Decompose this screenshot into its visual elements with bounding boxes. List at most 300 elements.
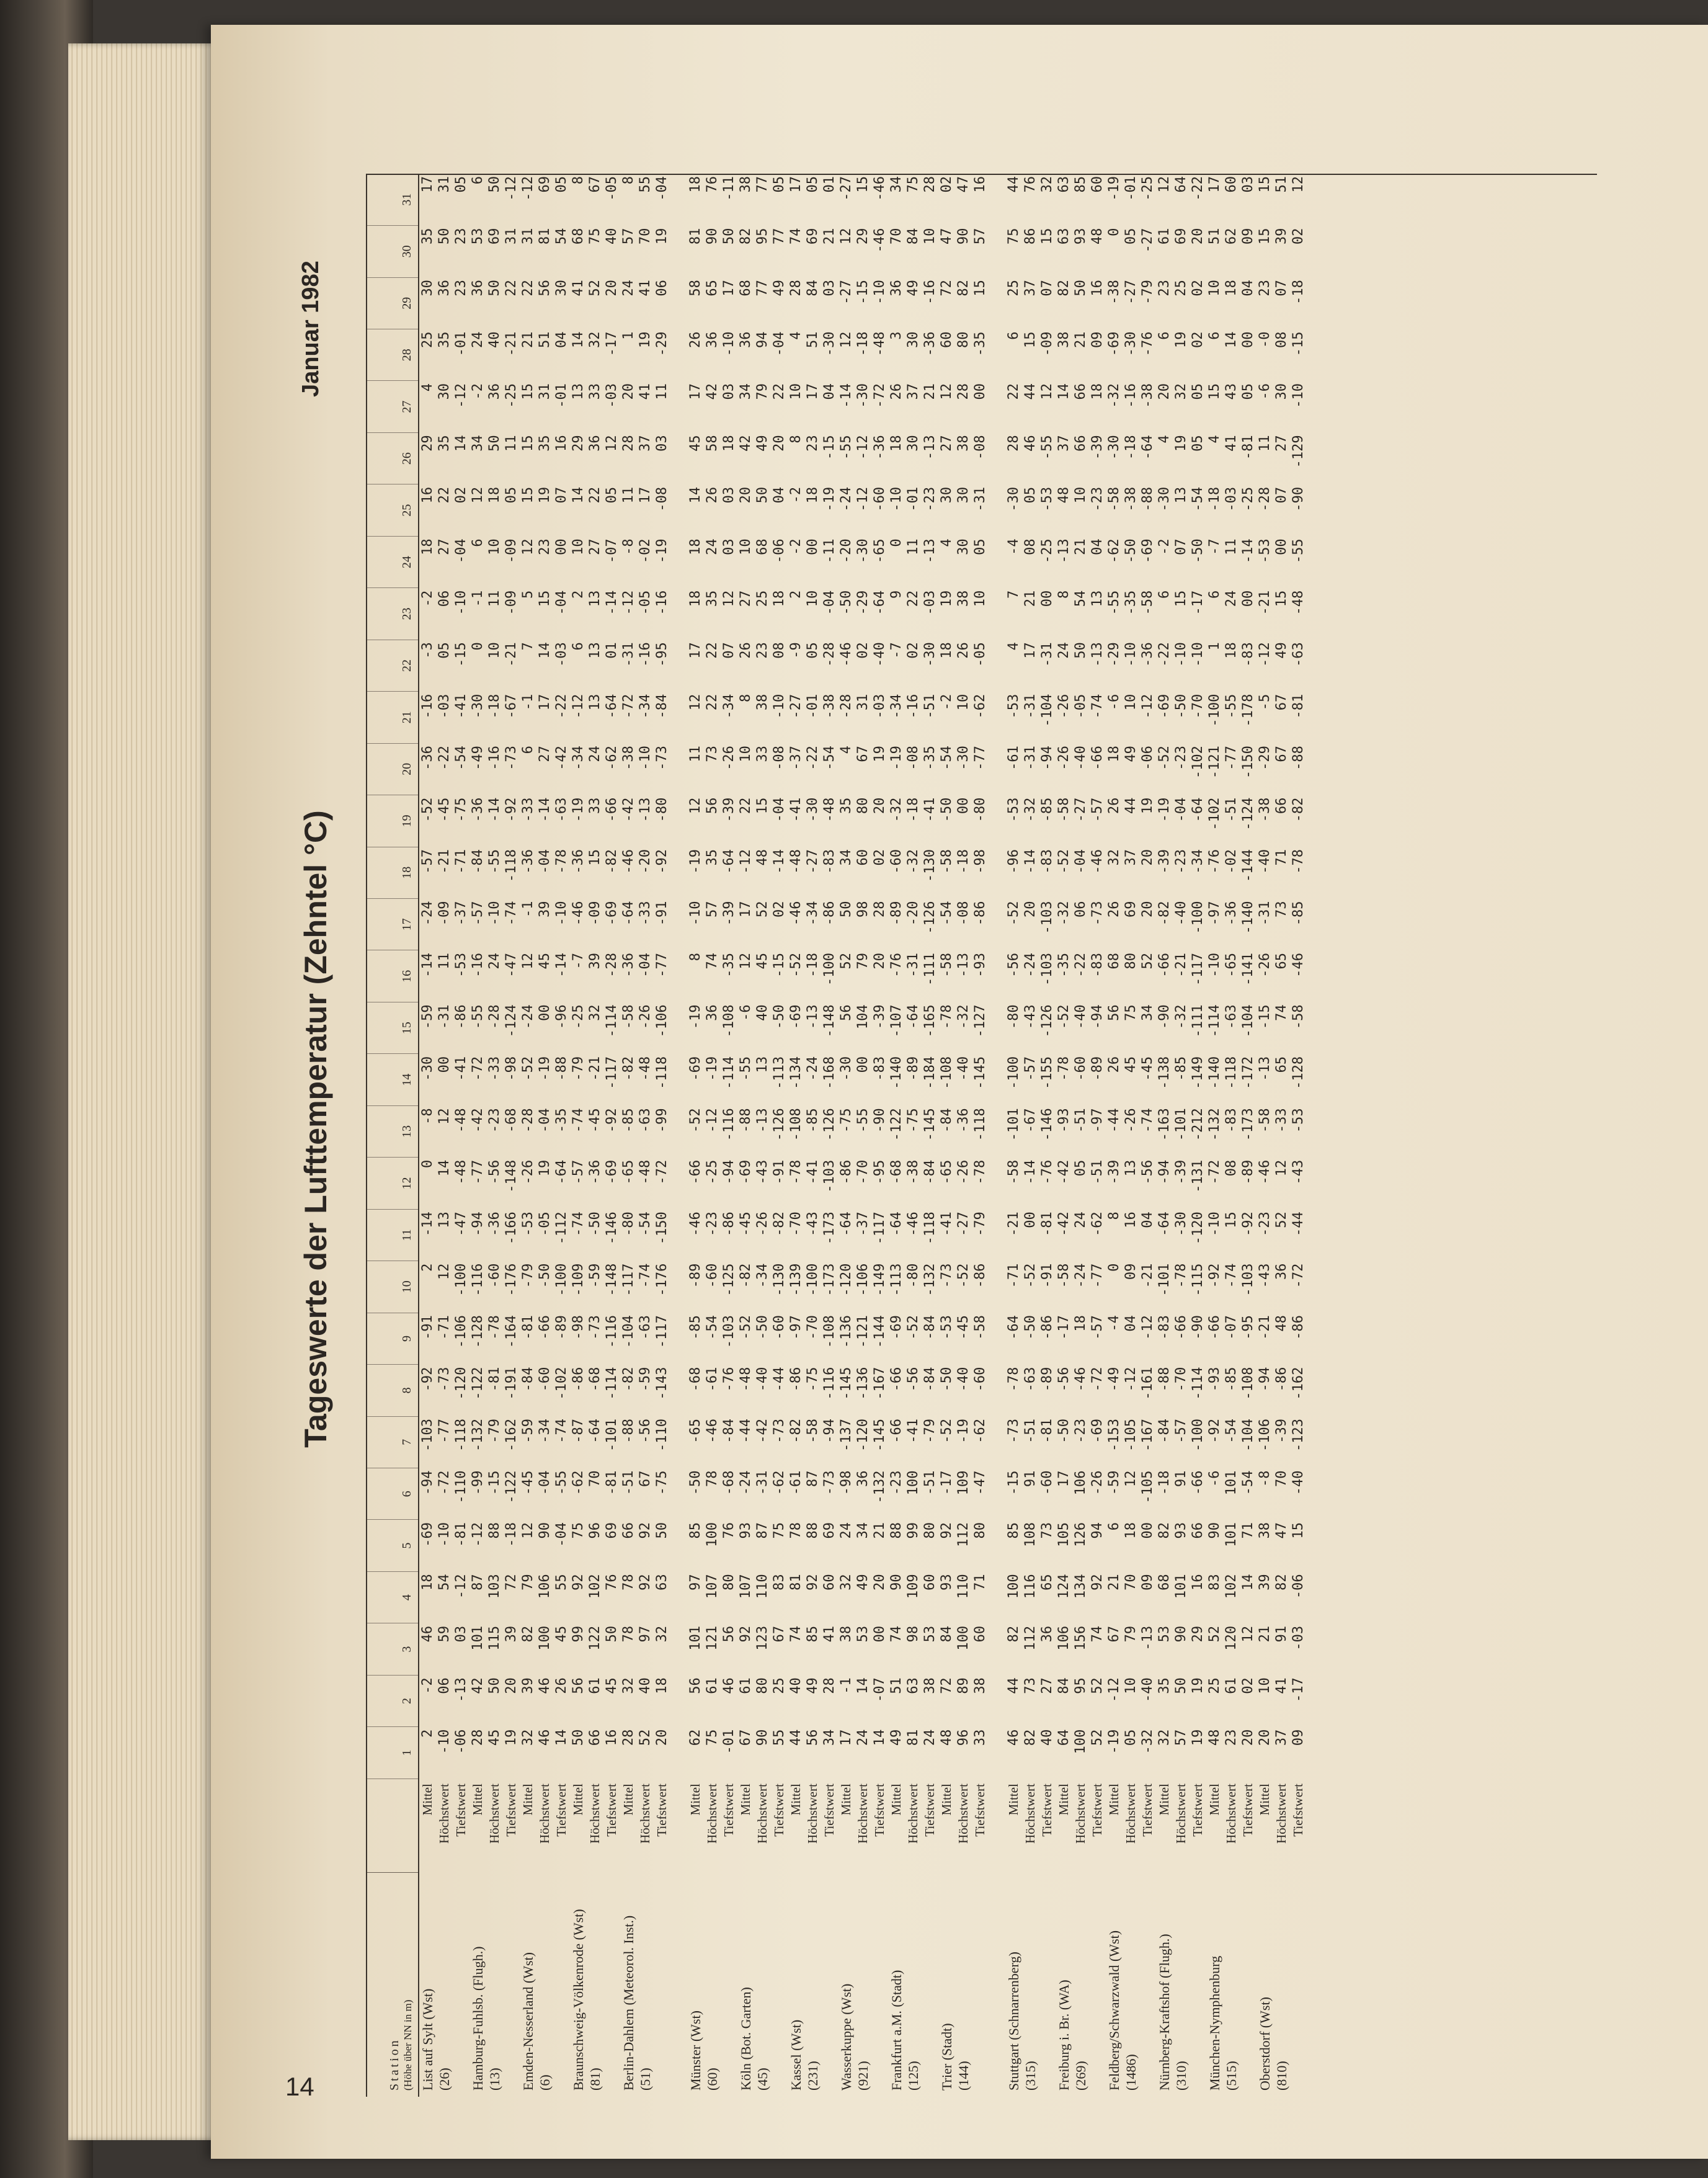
temperature-cell: 22 <box>1006 383 1021 400</box>
temperature-cell: 15 <box>520 435 536 452</box>
temperature-cell: -31 <box>972 486 988 512</box>
temperature-cell: 17 <box>1023 642 1038 659</box>
temperature-cell: 34 <box>822 1729 837 1746</box>
temperature-cell: -43 <box>805 1212 821 1236</box>
temperature-cell: -19 <box>688 849 703 874</box>
temperature-cell: -58 <box>1257 1108 1273 1133</box>
temperature-cell: -173 <box>822 1212 837 1245</box>
temperature-cell: -10 <box>772 694 787 719</box>
temperature-cell: -13 <box>1090 642 1105 667</box>
station-height: (231) <box>805 2061 821 2091</box>
temperature-cell: 12 <box>939 383 954 400</box>
day-header: 5 <box>367 1520 419 1571</box>
temperature-cell: 18 <box>420 538 435 555</box>
temperature-cell: 17 <box>688 642 703 659</box>
temperature-cell: 10 <box>922 228 938 245</box>
temperature-cell: -10 <box>437 1522 452 1547</box>
temperature-cell: -25 <box>504 383 519 408</box>
temperature-cell: -7 <box>889 642 904 659</box>
temperature-cell: 28 <box>956 383 971 400</box>
temperature-cell: -19 <box>654 538 670 564</box>
temperature-cell: 79 <box>855 952 871 970</box>
temperature-cell: 2 <box>420 1263 435 1272</box>
temperature-cell: -98 <box>972 849 988 874</box>
temperature-cell: -48 <box>822 797 837 823</box>
temperature-cell: 123 <box>755 1625 770 1651</box>
temperature-cell: -67 <box>1023 1108 1038 1133</box>
temperature-cell: -35 <box>972 331 988 357</box>
temperature-cell: 06 <box>437 590 452 607</box>
temperature-cell: -76 <box>1039 1159 1055 1185</box>
temperature-cell: 12 <box>520 952 536 970</box>
temperature-cell: -6 <box>1207 1470 1222 1487</box>
temperature-cell: 92 <box>805 1574 821 1591</box>
temperature-cell: -04 <box>1073 849 1088 874</box>
temperature-cell: 19 <box>1173 435 1189 452</box>
temperature-cell: 19 <box>1190 1677 1206 1694</box>
temperature-cell: -26 <box>721 746 737 770</box>
temperature-cell: -69 <box>1106 331 1122 357</box>
temperature-cell: 07 <box>721 642 737 659</box>
temperature-cell: -04 <box>537 849 553 874</box>
temperature-cell: 78 <box>621 1625 636 1643</box>
group-gap-cell <box>989 174 1005 2097</box>
temperature-cell: -46 <box>788 901 804 926</box>
temperature-cell: 33 <box>587 797 603 815</box>
temperature-cell: 91 <box>1274 1625 1289 1643</box>
station-height: (60) <box>705 2068 720 2091</box>
table-row <box>1206 174 1223 2097</box>
temperature-cell: 14 <box>571 331 586 349</box>
temperature-cell: 15 <box>1207 383 1222 400</box>
temperature-cell: 53 <box>1157 1625 1172 1643</box>
temperature-cell: -77 <box>437 1419 452 1444</box>
temperature-cell: -36 <box>520 849 536 874</box>
temperature-cell: -71 <box>1006 1263 1021 1288</box>
temperature-cell: -86 <box>1039 1315 1055 1340</box>
temperature-cell: 8 <box>621 176 636 185</box>
temperature-cell: 26 <box>889 383 904 400</box>
temperature-cell: 22 <box>905 590 921 607</box>
temperature-cell: -26 <box>1090 1470 1105 1496</box>
temperature-cell: -117 <box>621 1263 636 1297</box>
temperature-cell: -43 <box>1023 1004 1038 1030</box>
temperature-cell: 74 <box>1090 1625 1105 1643</box>
temperature-cell: -28 <box>604 952 620 978</box>
temperature-cell: -10 <box>437 1729 452 1754</box>
temperature-cell: 76 <box>1023 176 1038 193</box>
temperature-cell: -191 <box>504 1367 519 1400</box>
station-name: Kassel (Wst) <box>788 2019 804 2091</box>
temperature-cell: 15 <box>520 383 536 400</box>
temperature-cell: 23 <box>453 280 469 297</box>
temperature-cell: -155 <box>1039 1056 1055 1089</box>
temperature-cell: -45 <box>520 1470 536 1496</box>
temperature-cell: -13 <box>1056 538 1072 564</box>
temperature-cell: 7 <box>520 642 536 651</box>
temperature-cell: 69 <box>822 1522 837 1539</box>
temperature-cell: -10 <box>688 901 703 926</box>
temperature-cell: -74 <box>638 1263 653 1288</box>
temperature-cell: -62 <box>1090 1212 1105 1236</box>
temperature-cell: 32 <box>520 1729 536 1746</box>
temperature-cell: 86 <box>1023 228 1038 245</box>
temperature-cell: -19 <box>1157 797 1172 823</box>
temperature-cell: 18 <box>1106 746 1122 762</box>
temperature-cell: -24 <box>520 1004 536 1030</box>
temperature-cell: -73 <box>822 1470 837 1496</box>
temperature-cell: -15 <box>855 280 871 305</box>
temperature-cell: 4 <box>420 383 435 392</box>
temperature-cell: -10 <box>1173 642 1189 667</box>
temperature-cell: 2 <box>420 1729 435 1738</box>
temperature-cell: 77 <box>755 176 770 193</box>
temperature-cell: -1 <box>838 1677 854 1694</box>
temperature-cell: -62 <box>772 1470 787 1496</box>
temperature-cell: -33 <box>487 1056 502 1081</box>
temperature-cell: 21 <box>1073 331 1088 349</box>
temperature-cell: 21 <box>1106 1574 1122 1591</box>
temperature-cell: -15 <box>1257 1004 1273 1030</box>
group-gap <box>670 174 687 2097</box>
temperature-cell: 8 <box>1056 590 1072 599</box>
temperature-cell: -32 <box>1140 1729 1155 1754</box>
temperature-cell: 66 <box>1073 435 1088 452</box>
temperature-cell: 75 <box>1123 1004 1139 1021</box>
temperature-cell: 56 <box>805 1729 821 1746</box>
temperature-cell: -65 <box>621 1159 636 1185</box>
temperature-cell: -74 <box>571 1212 586 1236</box>
temperature-cell: -07 <box>872 1677 887 1703</box>
temperature-cell: -93 <box>1207 1367 1222 1392</box>
temperature-cell: -36 <box>571 849 586 874</box>
temperature-cell: 2 <box>571 590 586 599</box>
value-kind: Mittel <box>838 1783 853 1816</box>
temperature-cell: -50 <box>1023 1315 1038 1340</box>
temperature-cell: -101 <box>604 1419 620 1452</box>
temperature-cell: -167 <box>1140 1419 1155 1452</box>
temperature-cell: -56 <box>1140 1159 1155 1185</box>
temperature-cell: -55 <box>1039 435 1055 460</box>
temperature-cell: 70 <box>638 228 653 245</box>
temperature-cell: 124 <box>1056 1574 1072 1599</box>
temperature-cell: 4 <box>788 331 804 340</box>
temperature-cell: -136 <box>855 1367 871 1400</box>
temperature-cell: 6 <box>470 176 486 185</box>
temperature-cell: 20 <box>738 486 754 504</box>
value-kind: Mittel <box>1207 1783 1222 1816</box>
temperature-cell: 54 <box>437 1574 452 1591</box>
temperature-cell: -10 <box>487 901 502 926</box>
temperature-cell: -09 <box>504 590 519 615</box>
temperature-cell: 14 <box>537 642 553 659</box>
temperature-cell: -126 <box>772 1108 787 1141</box>
temperature-cell: 44 <box>1023 383 1038 400</box>
temperature-cell: -21 <box>587 1056 603 1081</box>
temperature-cell: 10 <box>738 746 754 762</box>
temperature-cell: -110 <box>654 1419 670 1452</box>
temperature-cell: 26 <box>554 1677 569 1694</box>
temperature-cell: 0 <box>420 1159 435 1169</box>
temperature-cell: 05 <box>1190 435 1206 452</box>
temperature-cell: 05 <box>772 176 787 193</box>
temperature-cell: 21 <box>1257 1625 1273 1643</box>
temperature-cell: 00 <box>872 1625 887 1643</box>
temperature-cell: -24 <box>1073 1263 1088 1288</box>
temperature-cell: 80 <box>855 797 871 815</box>
temperature-cell: -82 <box>621 1367 636 1392</box>
temperature-cell: -03 <box>437 694 452 719</box>
temperature-cell: 27 <box>537 746 553 762</box>
temperature-cell: -31 <box>1023 694 1038 719</box>
temperature-cell: 61 <box>587 1677 603 1694</box>
temperature-cell: 69 <box>604 1522 620 1539</box>
temperature-cell: 12 <box>738 952 754 970</box>
temperature-cell: -98 <box>838 1470 854 1496</box>
temperature-cell: 53 <box>470 228 486 245</box>
temperature-cell: -60 <box>972 1367 988 1392</box>
temperature-cell: -53 <box>1006 797 1021 823</box>
temperature-cell: 11 <box>1224 538 1239 555</box>
temperature-cell: 102 <box>1224 1574 1239 1599</box>
temperature-cell: 20 <box>1140 901 1155 917</box>
temperature-cell: 39 <box>537 901 553 917</box>
temperature-cell: -47 <box>972 1470 988 1496</box>
temperature-cell: 88 <box>805 1522 821 1539</box>
temperature-cell: 72 <box>939 1677 954 1694</box>
temperature-cell: -81 <box>1039 1212 1055 1236</box>
table-row <box>687 174 704 2097</box>
temperature-cell: 14 <box>855 1677 871 1694</box>
temperature-cell: -56 <box>487 1159 502 1185</box>
temperature-cell: -86 <box>838 1159 854 1185</box>
temperature-cell: 20 <box>872 952 887 970</box>
temperature-cell: 76 <box>705 176 720 193</box>
temperature-cell: 06 <box>437 1677 452 1694</box>
temperature-cell: 82 <box>520 1625 536 1643</box>
temperature-cell: -131 <box>1190 1159 1206 1193</box>
temperature-cell: -66 <box>1190 1470 1206 1496</box>
temperature-cell: 41 <box>822 1625 837 1643</box>
temperature-cell: -46 <box>1291 952 1306 978</box>
value-kind: Höchstwert <box>638 1783 652 1844</box>
day-header: 3 <box>367 1623 419 1675</box>
temperature-cell: 8 <box>1106 1212 1122 1220</box>
temperature-cell: -39 <box>1157 849 1172 874</box>
temperature-cell: 12 <box>1157 176 1172 193</box>
temperature-cell: 10 <box>805 590 821 607</box>
temperature-cell: 90 <box>755 1729 770 1746</box>
temperature-cell: 106 <box>1073 1470 1088 1496</box>
temperature-cell: -103 <box>1039 952 1055 986</box>
temperature-cell: 73 <box>1039 1522 1055 1539</box>
temperature-cell: 17 <box>1056 1470 1072 1487</box>
temperature-cell: -32 <box>889 797 904 823</box>
temperature-cell: 83 <box>1207 1574 1222 1591</box>
temperature-cell: -104 <box>1240 1004 1256 1038</box>
day-header: 24 <box>367 536 419 587</box>
temperature-cell: -91 <box>772 1159 787 1185</box>
temperature-cell: 92 <box>939 1522 954 1539</box>
temperature-cell: -64 <box>1140 435 1155 460</box>
temperature-cell: 92 <box>638 1522 653 1539</box>
temperature-cell: -113 <box>889 1263 904 1297</box>
temperature-cell: 62 <box>688 1729 703 1746</box>
temperature-cell: -12 <box>1106 1677 1122 1703</box>
temperature-cell: 03 <box>1240 176 1256 193</box>
temperature-cell: -58 <box>621 1004 636 1030</box>
temperature-cell: -34 <box>1190 849 1206 874</box>
temperature-cell: -88 <box>1140 486 1155 512</box>
temperature-cell: 97 <box>688 1574 703 1591</box>
temperature-cell: 6 <box>1006 331 1021 340</box>
temperature-cell: -26 <box>755 1212 770 1236</box>
temperature-cell: 71 <box>1274 849 1289 866</box>
temperature-cell: -53 <box>939 1315 954 1340</box>
temperature-cell: -140 <box>1240 901 1256 934</box>
temperature-cell: 27 <box>939 435 954 452</box>
temperature-cell: -40 <box>956 1056 971 1081</box>
temperature-cell: 24 <box>487 952 502 970</box>
temperature-cell: -16 <box>470 952 486 978</box>
temperature-cell: 30 <box>554 280 569 297</box>
temperature-cell: -79 <box>972 1212 988 1236</box>
temperature-cell: -20 <box>638 849 653 874</box>
temperature-cell: -57 <box>1090 1315 1105 1340</box>
day-header: 25 <box>367 484 419 536</box>
temperature-cell: -23 <box>889 1470 904 1496</box>
temperature-cell: -10 <box>1291 383 1306 408</box>
group-gap-cell <box>670 174 687 2097</box>
table-row <box>1190 174 1206 2097</box>
temperature-cell: 01 <box>604 642 620 659</box>
temperature-cell: 6 <box>1157 590 1172 599</box>
temperature-cell: -13 <box>922 538 938 564</box>
temperature-cell: -13 <box>1140 1625 1155 1651</box>
temperature-cell: 81 <box>688 228 703 245</box>
temperature-cell: -85 <box>1291 901 1306 926</box>
temperature-cell: 91 <box>1173 1470 1189 1487</box>
temperature-cell: 40 <box>604 228 620 245</box>
temperature-cell: -6 <box>1106 694 1122 711</box>
temperature-cell: 26 <box>1106 797 1122 815</box>
temperature-cell: 33 <box>972 1729 988 1746</box>
temperature-cell: 15 <box>1039 228 1055 245</box>
temperature-cell: 14 <box>1224 331 1239 349</box>
temperature-cell: -173 <box>1240 1108 1256 1141</box>
temperature-cell: -25 <box>705 1159 720 1185</box>
value-kind: Tiefstwert <box>822 1783 837 1837</box>
temperature-cell: 20 <box>872 797 887 815</box>
temperature-cell: -13 <box>956 952 971 978</box>
temperature-cell: 24 <box>855 1729 871 1746</box>
temperature-cell: 30 <box>1274 383 1289 400</box>
temperature-cell: 03 <box>721 486 737 504</box>
temperature-cell: -85 <box>1224 1367 1239 1392</box>
temperature-cell: -82 <box>788 1419 804 1444</box>
temperature-cell: -48 <box>738 1367 754 1392</box>
temperature-cell: -13 <box>453 1677 469 1703</box>
temperature-cell: -94 <box>420 1470 435 1496</box>
temperature-cell: -36 <box>587 1159 603 1185</box>
temperature-cell: 20 <box>654 1729 670 1746</box>
temperature-cell: -101 <box>1157 1263 1172 1297</box>
temperature-cell: -2 <box>1157 538 1172 555</box>
temperature-cell: -83 <box>1240 642 1256 667</box>
value-kind: Tiefstwert <box>604 1783 619 1837</box>
temperature-cell: 18 <box>487 486 502 504</box>
station-height: (1486) <box>1123 2054 1139 2091</box>
temperature-cell: -41 <box>939 1212 954 1236</box>
temperature-cell: 25 <box>1207 1677 1222 1694</box>
temperature-cell: 46 <box>721 1677 737 1694</box>
temperature-cell: 13 <box>571 383 586 400</box>
temperature-cell: -81 <box>520 1315 536 1340</box>
temperature-cell: -14 <box>838 383 854 408</box>
temperature-cell: -77 <box>1090 1263 1105 1288</box>
temperature-cell: 51 <box>1274 176 1289 193</box>
temperature-cell: 64 <box>1173 176 1189 193</box>
table-row <box>888 174 905 2097</box>
temperature-cell: -81 <box>453 1522 469 1547</box>
temperature-cell: -34 <box>805 901 821 926</box>
temperature-cell: -56 <box>1056 1367 1072 1392</box>
temperature-cell: 45 <box>554 1625 569 1643</box>
temperature-cell: -98 <box>504 1056 519 1081</box>
temperature-cell: -05 <box>638 590 653 615</box>
temperature-cell: 16 <box>604 1729 620 1746</box>
temperature-cell: 10 <box>1123 1677 1139 1694</box>
value-kind: Mittel <box>1257 1783 1272 1816</box>
temperature-cell: 101 <box>688 1625 703 1651</box>
temperature-cell: 27 <box>587 538 603 555</box>
temperature-cell: -60 <box>772 1315 787 1340</box>
temperature-cell: 06 <box>1073 901 1088 917</box>
value-kind: Höchstwert <box>755 1783 770 1844</box>
temperature-cell: -54 <box>1190 486 1206 512</box>
temperature-cell: 74 <box>1274 1004 1289 1021</box>
temperature-cell: 22 <box>520 280 536 297</box>
day-header: 16 <box>367 950 419 1002</box>
temperature-cell: -62 <box>571 1470 586 1496</box>
temperature-cell: -116 <box>604 1315 620 1349</box>
temperature-cell: -52 <box>738 1315 754 1340</box>
temperature-cell: -95 <box>1240 1315 1256 1340</box>
temperature-cell: -04 <box>554 1522 569 1547</box>
day-header: 21 <box>367 692 419 743</box>
table-right-rule <box>366 174 1597 175</box>
temperature-cell: -126 <box>1039 1004 1055 1038</box>
temperature-cell: -55 <box>487 849 502 874</box>
station-height: (515) <box>1224 2061 1239 2091</box>
temperature-cell: -36 <box>1224 901 1239 926</box>
temperature-cell: 17 <box>420 176 435 193</box>
temperature-cell: 35 <box>705 590 720 607</box>
temperature-cell: -29 <box>855 590 871 615</box>
table-row <box>905 174 922 2097</box>
temperature-cell: 04 <box>1123 1315 1139 1332</box>
temperature-cell: 02 <box>905 642 921 659</box>
temperature-cell: -69 <box>604 901 620 926</box>
temperature-cell: 24 <box>1056 642 1072 659</box>
temperature-cell: 7 <box>1006 590 1021 599</box>
temperature-cell: -39 <box>1106 1159 1122 1185</box>
table-row <box>1056 174 1072 2097</box>
temperature-cell: 03 <box>721 383 737 400</box>
temperature-cell: -69 <box>1157 694 1172 719</box>
temperature-cell: 110 <box>755 1574 770 1599</box>
temperature-cell: -117 <box>872 1212 887 1245</box>
